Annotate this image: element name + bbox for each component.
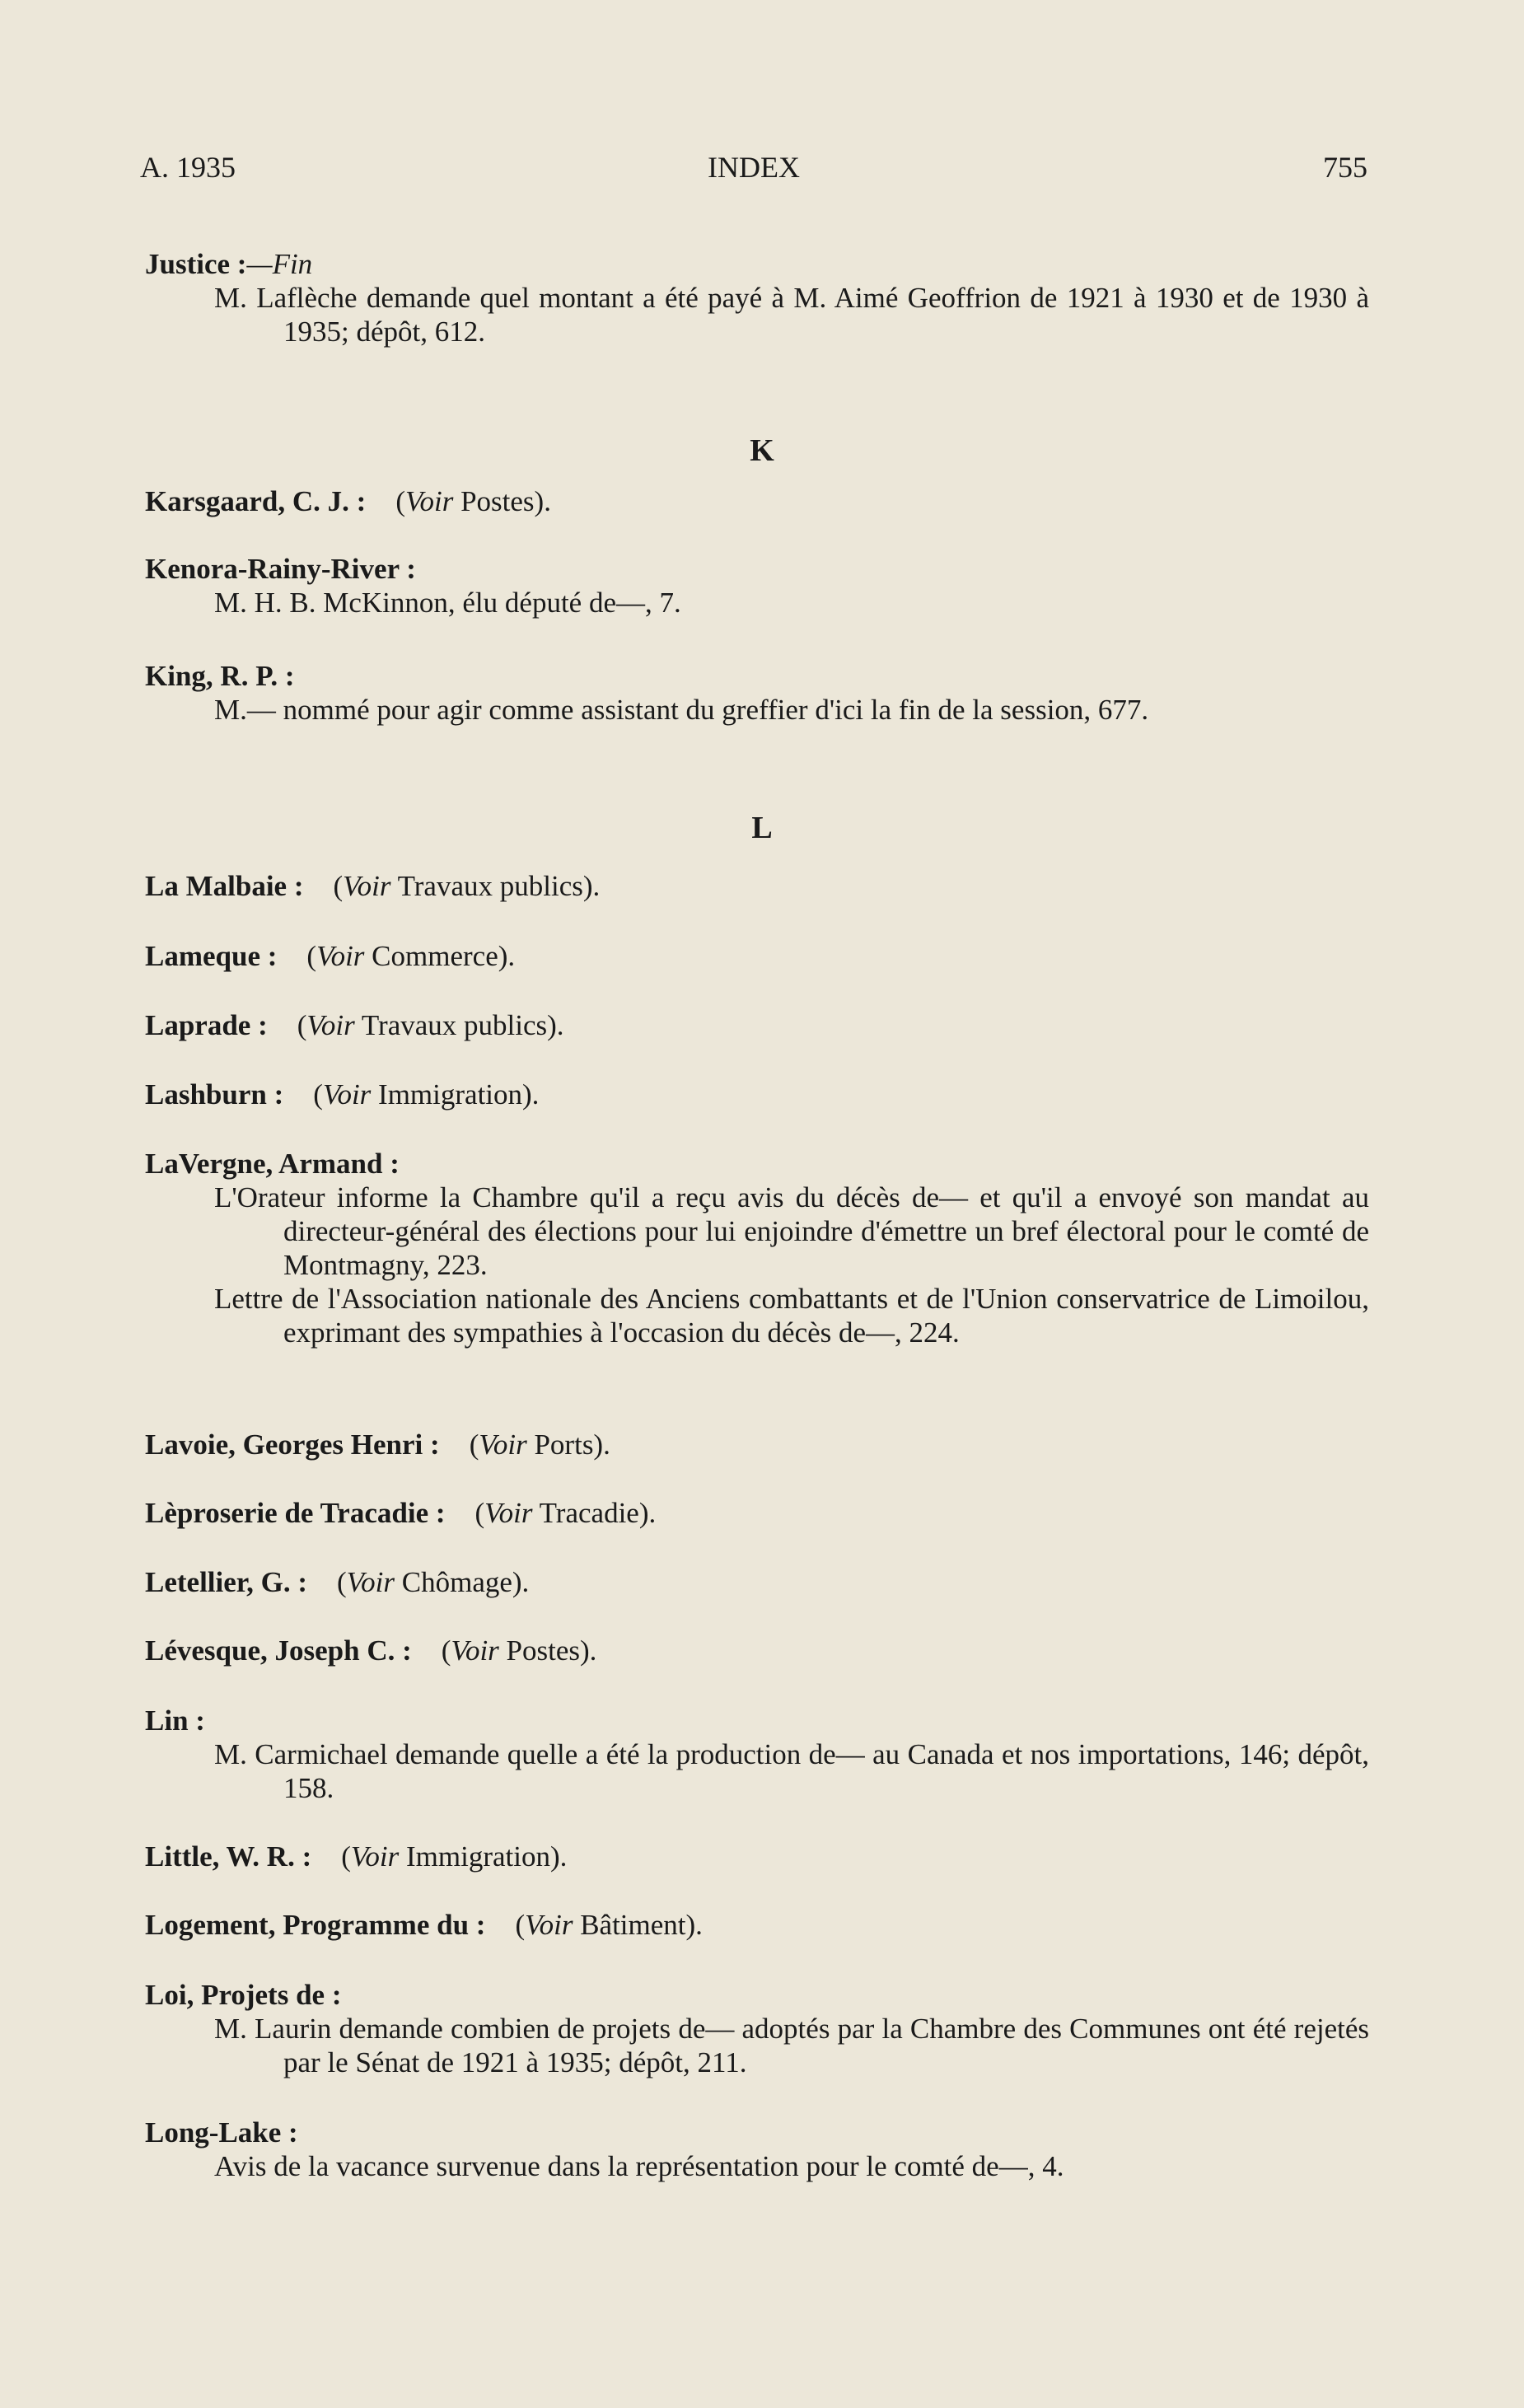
entry-lashburn: Lashburn : (Voir Immigration). — [145, 1078, 540, 1110]
cross-reference: Bâtiment). — [580, 1909, 703, 1941]
entry-la-malbaie: La Malbaie : (Voir Travaux publics). — [145, 870, 601, 902]
entry-heading: Justice : — [145, 248, 247, 280]
entry-heading: Logement, Programme du : — [145, 1909, 486, 1941]
voir-label: Voir — [346, 1566, 395, 1598]
entry-karsgaard: Karsgaard, C. J. : (Voir Postes). — [145, 485, 551, 517]
entry-heading: Lèproserie de Tracadie : — [145, 1497, 446, 1529]
page-number: 755 — [1323, 151, 1367, 184]
voir-label: Voir — [479, 1428, 527, 1461]
entry-line: Lettre de l'Association nationale des Anciens combattants et de l'Union conservatrice de Limoilou, exprimant des sympathies à l'occasion du décès de—, 224. — [214, 1283, 1369, 1349]
cross-reference: Immigration). — [378, 1078, 540, 1110]
entry-heading: Long-Lake : — [145, 2116, 298, 2148]
entry-king — [145, 659, 1369, 727]
entry-heading: Laprade : — [145, 1009, 268, 1041]
entry-heading: LaVergne, Armand : — [145, 1148, 400, 1180]
entry-heading: Lashburn : — [145, 1078, 284, 1110]
entry-little: Little, W. R. : (Voir Immigration). — [145, 1840, 568, 1873]
voir-label: Voir — [404, 485, 454, 517]
entry-heading: La Malbaie : — [145, 870, 304, 902]
voir-label: Voir — [306, 1009, 355, 1041]
voir-label: Voir — [343, 870, 391, 902]
entry-heading: Lameque : — [145, 940, 278, 972]
entry-heading: Lin : — [145, 1704, 205, 1737]
voir-label: Voir — [316, 940, 365, 972]
entry-laprade: Laprade : (Voir Travaux publics). — [145, 1009, 564, 1041]
entry-heading: Loi, Projets de : — [145, 1979, 342, 2011]
entry-heading: Lavoie, Georges Henri : — [145, 1428, 440, 1461]
cross-reference: Immigration). — [406, 1840, 568, 1873]
entry-line: M.— nommé pour agir comme assistant du greffier d'ici la fin de la session, 677. — [214, 694, 1149, 726]
entry-line: M. H. B. McKinnon, élu député de—, 7. — [214, 587, 681, 619]
entry-logement: Logement, Programme du : (Voir Bâtiment). — [145, 1909, 703, 1941]
entry-heading: Lévesque, Joseph C. : — [145, 1634, 412, 1667]
cross-reference: Chômage). — [401, 1566, 530, 1598]
entry-heading: Little, W. R. : — [145, 1840, 312, 1873]
entry-lavergne — [145, 1147, 1369, 1349]
entry-long-lake — [145, 2116, 1369, 2183]
entry-heading: Kenora-Rainy-River : — [145, 553, 416, 585]
entry-line: Avis de la vacance survenue dans la représentation pour le comté de—, 4. — [214, 2150, 1064, 2182]
session-label: A. 1935 — [140, 151, 236, 184]
cross-reference: Travaux publics). — [361, 1009, 564, 1041]
voir-label: Voir — [484, 1497, 533, 1529]
voir-label: Voir — [525, 1909, 573, 1941]
entry-heading: Karsgaard, C. J. : — [145, 485, 367, 517]
entry-lavoie: Lavoie, Georges Henri : (Voir Ports). — [145, 1428, 610, 1461]
voir-label: Voir — [322, 1078, 372, 1110]
section-letter-l: L — [751, 811, 773, 845]
entry-line: M. Laflèche demande quel montant a été payé à M. Aimé Geoffrion de 1921 à 1930 et de 1930 à 1935; dépôt, 612. — [214, 282, 1369, 348]
cross-reference: Travaux publics). — [397, 870, 601, 902]
entry-line: M. Laurin demande combien de projets de— adoptés par la Chambre des Communes ont été rejetés par le Sénat de 1921 à 1935; dépôt, 211. — [214, 2013, 1369, 2078]
cross-reference: Tracadie). — [539, 1497, 657, 1529]
cross-reference: Ports). — [534, 1428, 610, 1461]
entry-line: L'Orateur informe la Chambre qu'il a reçu avis du décès de— et qu'il a envoyé son mandat au directeur-général des élections pour lui enjoindre d'émettre un bref électoral pour le comté de Montmagny, 223. — [214, 1181, 1369, 1281]
section-letter-k: K — [750, 433, 774, 468]
entry-kenora — [145, 552, 1369, 620]
entry-loi — [145, 1978, 1369, 2079]
voir-label: Voir — [451, 1634, 499, 1667]
page-title: INDEX — [708, 151, 800, 184]
running-header — [140, 150, 1367, 191]
cross-reference: Postes). — [460, 485, 551, 517]
entry-heading: King, R. P. : — [145, 660, 295, 692]
entry-justice — [145, 247, 1369, 348]
entry-line: M. Carmichael demande quelle a été la production de— au Canada et nos importations, 146; dépôt, 158. — [214, 1738, 1369, 1804]
voir-label: Voir — [350, 1840, 400, 1873]
cross-reference: Commerce). — [372, 940, 516, 972]
entry-leproserie: Lèproserie de Tracadie : (Voir Tracadie). — [145, 1497, 657, 1529]
cross-reference: Postes). — [506, 1634, 597, 1667]
entry-lin — [145, 1704, 1369, 1805]
entry-heading: Letellier, G. : — [145, 1566, 307, 1598]
entry-levesque: Lévesque, Joseph C. : (Voir Postes). — [145, 1634, 597, 1667]
entry-letellier: Letellier, G. : (Voir Chômage). — [145, 1566, 530, 1598]
entry-lameque: Lameque : (Voir Commerce). — [145, 940, 516, 972]
entry-suffix: —Fin — [246, 248, 313, 280]
